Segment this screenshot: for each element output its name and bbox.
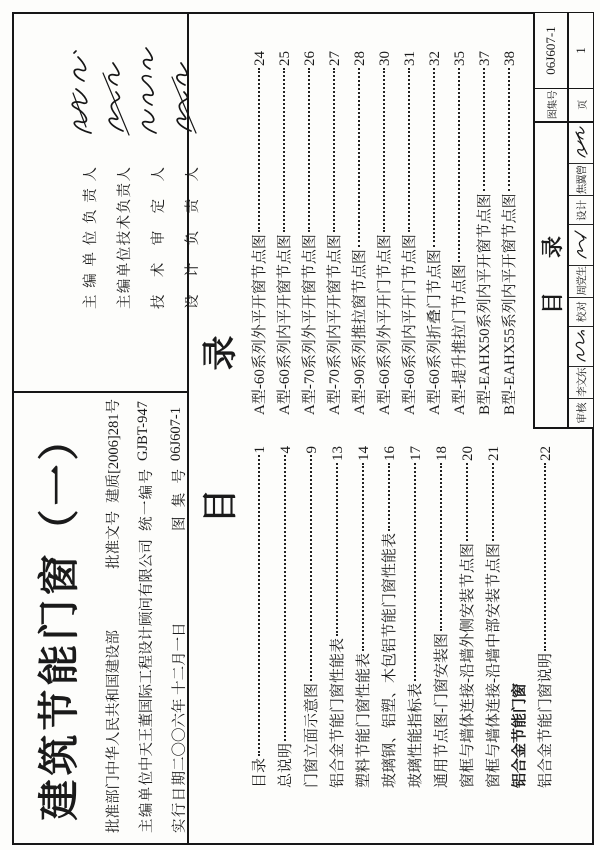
- toc-entry: [348, 51, 373, 415]
- toc-section-header: [508, 446, 534, 788]
- toc-entry-title: 玻璃性能指标表: [408, 682, 425, 788]
- toc-entry-page: 1: [252, 446, 269, 454]
- toc-entry: [273, 51, 298, 415]
- toc-entry-title: A型-60系列折叠门节点图: [427, 249, 444, 415]
- info-label: 批准文号: [106, 510, 122, 569]
- dot-leader: [258, 68, 260, 232]
- toc-entry: [448, 51, 473, 415]
- atlas-number-value: 06J607-1: [543, 26, 558, 75]
- toc-entry-title: 铝合金节能门窗: [512, 682, 529, 788]
- page-border: [12, 12, 594, 845]
- toc-entry-page: 20: [460, 446, 477, 461]
- dot-leader: [508, 68, 510, 191]
- toc-entry: [534, 446, 560, 788]
- toc-entry-title: A型-60系列外平开门节点图: [377, 234, 394, 415]
- dot-leader: [284, 456, 286, 741]
- dot-leader: [333, 68, 335, 232]
- dot-leader: [433, 68, 435, 247]
- toc-entry: [482, 446, 508, 788]
- toc-entry: [323, 51, 348, 415]
- toc-entry-page: 37: [477, 51, 494, 66]
- title-block-main: [535, 121, 593, 427]
- toc-area: [189, 14, 592, 843]
- toc-entry-page: 31: [402, 51, 419, 66]
- toc-entry: [298, 51, 323, 415]
- credit-role: 设计: [569, 195, 593, 224]
- credit-name: 李文东: [569, 366, 593, 398]
- responsible-label: 设计负责人: [184, 167, 201, 309]
- toc-entry-title: A型-60系列外平开窗节点图: [252, 234, 269, 415]
- dot-leader: [466, 463, 468, 541]
- toc-entry-page: 4: [278, 446, 295, 454]
- toc-entry-page: 16: [382, 446, 399, 461]
- toc-entry-page: 21: [486, 446, 503, 461]
- dot-leader: [492, 463, 494, 541]
- toc-entry-page: 14: [356, 446, 373, 461]
- info-value: 二〇〇六年 十二月一日: [172, 622, 188, 771]
- toc-entry-page: 30: [377, 51, 394, 66]
- toc-title-char: 录: [201, 333, 240, 371]
- info-value: 中天王董国际工程设计顾问有限公司: [139, 539, 155, 771]
- toc-entry-title: 总说明: [278, 742, 295, 788]
- toc-entry-page: 27: [327, 51, 344, 66]
- responsible-rows: [72, 14, 208, 391]
- dot-leader: [310, 456, 312, 681]
- toc-entry-page: 26: [302, 51, 319, 66]
- sheet-title-char: 目: [539, 292, 565, 315]
- toc-entry: [404, 446, 430, 788]
- toc-title: [201, 14, 241, 843]
- responsible-label: 技术审定人: [150, 167, 167, 309]
- info-value: 建质[2006]281号: [106, 399, 122, 503]
- toc-entry: [300, 446, 326, 788]
- responsible-persons-cell: [14, 14, 201, 391]
- info-label: 图集号: [172, 469, 188, 531]
- toc-entry-title: 窗框与墙体连接-沿墙外侧安装节点图: [460, 543, 477, 788]
- toc-entry-title: 铝合金节能门窗性能表: [330, 637, 347, 788]
- toc-entry-title: A型-70系列内平开窗节点图: [327, 234, 344, 415]
- page-number-label: 页: [569, 88, 593, 121]
- dot-leader: [308, 68, 310, 232]
- toc-entry: [456, 446, 482, 788]
- toc-entry-title: 铝合金节能门窗说明: [538, 652, 555, 788]
- page-number-row: [569, 13, 593, 121]
- responsible-label: 主编单位技术负责人: [116, 167, 133, 309]
- toc-entry: [430, 446, 456, 788]
- toc-entry-title: 玻璃钢、铝塑、木包铝节能门窗性能表: [382, 532, 399, 788]
- credits-row: [569, 123, 593, 427]
- header-strip: [14, 14, 201, 843]
- toc-entry-page: 38: [502, 51, 519, 66]
- toc-entry-title: A型-60系列内平开窗节点图: [277, 234, 294, 415]
- title-info-cell: [14, 391, 187, 843]
- toc-entry-title: A型-70系列外平开窗节点图: [302, 234, 319, 415]
- toc-entry-page: 22: [538, 446, 555, 461]
- drawing-title-block: [533, 13, 593, 429]
- sheet-title: [535, 123, 569, 427]
- toc-entry-page: 28: [352, 51, 369, 66]
- toc-entry-title: 门窗立面示意图: [304, 682, 321, 788]
- dot-leader: [362, 463, 364, 651]
- responsible-label: 主编单位负责人: [82, 167, 99, 309]
- info-row: [135, 399, 168, 833]
- toc-entry: [378, 446, 404, 788]
- toc-entry: [274, 446, 300, 788]
- toc-entry-title: 目录: [252, 757, 269, 788]
- page-number-value: 1: [573, 47, 588, 54]
- handwritten-signature: [569, 326, 593, 367]
- dot-leader: [388, 463, 390, 531]
- toc-entry-title: 窗框与墙体连接-沿墙中部安装节点图: [486, 543, 503, 788]
- toc-entry-page: 18: [434, 446, 451, 461]
- credit-role: 校对: [569, 297, 593, 326]
- atlas-number-label: 图集号: [535, 88, 567, 121]
- info-row: [102, 399, 135, 833]
- toc-entry: [498, 51, 523, 415]
- info-value: 06J607-1: [168, 407, 184, 461]
- toc-entry-page: 13: [330, 446, 347, 461]
- dot-leader: [544, 463, 546, 651]
- toc-entry-page: 25: [277, 51, 294, 66]
- dot-leader: [483, 68, 485, 191]
- dot-leader: [458, 68, 460, 262]
- toc-entry-title: B型-EAHX50系列内平开窗节点图: [477, 193, 494, 415]
- toc-entry-title: A型-提升推拉门节点图: [452, 264, 469, 415]
- dot-leader: [283, 68, 285, 232]
- toc-entry: [248, 446, 274, 788]
- toc-entry-title: 塑料节能门窗性能表: [356, 652, 373, 788]
- handwritten-signature: [569, 123, 593, 164]
- toc-entry-page: 35: [452, 51, 469, 66]
- toc-entry-page: 9: [304, 446, 321, 454]
- toc-entry-page: 24: [252, 51, 269, 66]
- credit-role: 审核: [569, 398, 593, 427]
- toc-entry: [373, 51, 398, 415]
- toc-entry-title: A型-90系列推拉窗节点图: [352, 249, 369, 415]
- dot-leader: [358, 68, 360, 247]
- toc-column-right: [248, 51, 523, 415]
- approval-info: [102, 399, 201, 833]
- title-block-meta: [535, 13, 593, 121]
- toc-entry-page: 32: [427, 51, 444, 66]
- toc-entry: [326, 446, 352, 788]
- toc-entry-title: A型-60系列内平开门节点图: [402, 234, 419, 415]
- toc-entry-page: 17: [408, 446, 425, 461]
- toc-entry: [473, 51, 498, 415]
- sheet-title-char: 录: [539, 235, 565, 258]
- info-label: 实行日期: [172, 771, 188, 833]
- toc-entry: [352, 446, 378, 788]
- info-label: 批准部门: [106, 775, 122, 833]
- credit-name: 周党生: [569, 265, 593, 297]
- toc-entry-title: 通用节点图-门窗安装图: [434, 633, 451, 788]
- handwritten-signature: [569, 224, 593, 265]
- dot-leader: [414, 463, 416, 681]
- info-value: 中华人民共和国建设部: [106, 630, 122, 775]
- dot-leader: [408, 68, 410, 232]
- info-label: 主编单位: [139, 771, 155, 833]
- toc-column-left: [248, 446, 560, 788]
- page-title: 建筑节能门窗（一）: [36, 415, 82, 821]
- info-label: 统一编号: [139, 469, 155, 531]
- dot-leader: [336, 463, 338, 636]
- toc-entry: [423, 51, 448, 415]
- info-value: GJBT-947: [135, 401, 151, 461]
- dot-leader: [440, 463, 442, 631]
- dot-leader: [258, 456, 260, 756]
- toc-title-char: 目: [201, 486, 240, 524]
- credit-name: 焦翼曾: [569, 164, 593, 196]
- dot-leader: [383, 68, 385, 232]
- toc-entry: [398, 51, 423, 415]
- atlas-number-row: [535, 13, 569, 121]
- toc-entry-title: B型-EAHX55系列内平开窗节点图: [502, 193, 519, 415]
- toc-entry: [248, 51, 273, 415]
